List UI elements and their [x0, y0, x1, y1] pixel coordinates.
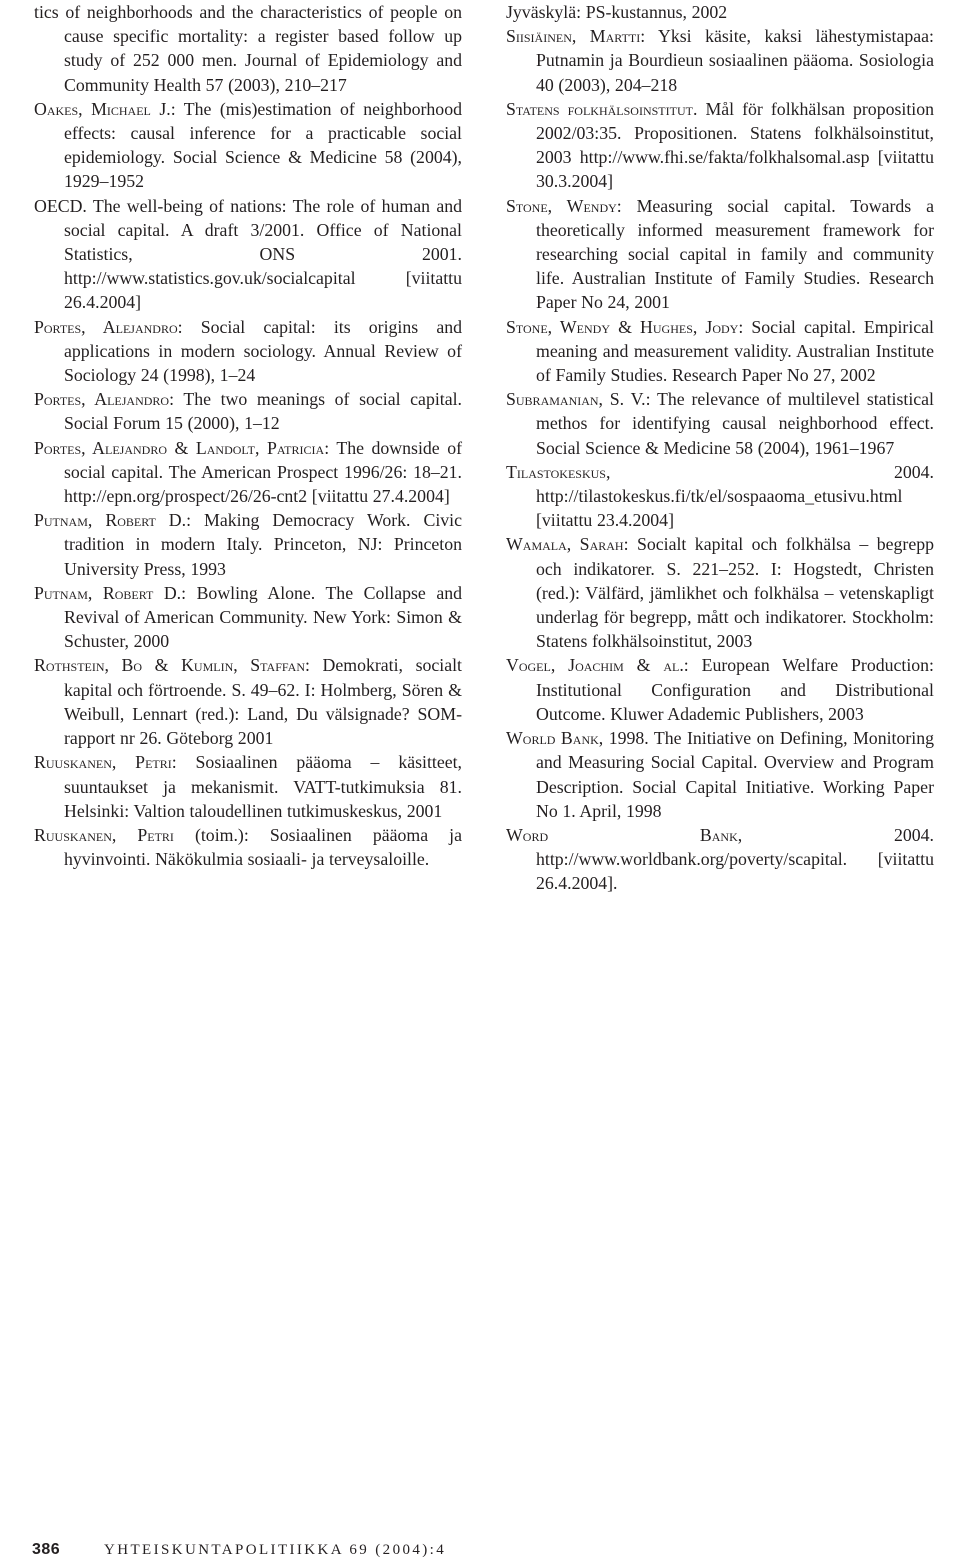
- reference-text: Jyväskylä: PS-kustannus, 2002: [506, 2, 728, 22]
- reference-entry: [506, 460, 934, 533]
- reference-author: Statens folkhälsoinstitut: [506, 98, 693, 119]
- reference-text: : The relevance of multilevel statistical methos for identifying causal neighborhood effect. Social Science & Medicine 58 (2004), 1961–1967: [536, 389, 934, 458]
- reference-text: : Demokrati, socialt kapital och förtroende. S. 49–62. I: Holmberg, Sören & Weibull, Lennart (red.): Land, Du välsignade? SOM-rapport nr 26. Göteborg 2001: [64, 655, 462, 749]
- reference-author: Subramanian, S. V.: [506, 389, 646, 410]
- reference-author: Vogel, Joachim & al.: [506, 655, 684, 676]
- reference-author: Siisiäinen, Martti: [506, 26, 641, 47]
- reference-author: Putnam, Robert D.: [34, 582, 182, 603]
- reference-author: Ruuskanen, Petri: [34, 752, 172, 773]
- reference-author: Portes, Alejandro: [34, 316, 178, 337]
- reference-text: : Measuring social capital. Towards a theoretically informed measurement framework for researching social capital in family and community life. Australian Institute of Family Studies. Research Paper No 24, 2001: [536, 195, 934, 313]
- reference-author: Ruuskanen, Petri: [34, 824, 174, 845]
- reference-author: Portes, Alejandro: [34, 389, 170, 410]
- reference-entry: [506, 653, 934, 726]
- reference-text: : Socialt kapital och folkhälsa – begrepp och indikatorer. S. 221–252. I: Hogstedt, Christen (red.): Välfärd, jämlikhet och folkhälsa – vetenskapligt underlag för begrepp, mått och indikatorer. Stockholm: Statens folkhälsoinstitut, 2003: [536, 534, 935, 652]
- reference-text: (toim.): Sosiaalinen pääoma ja hyvinvointi. Näkökulmia sosiaali- ja terveysaloille.: [64, 824, 463, 870]
- reference-author: Stone, Wendy: [506, 195, 617, 216]
- reference-entry: [506, 823, 934, 896]
- reference-author: Rothstein, Bo & Kumlin, Staffan: [34, 655, 305, 676]
- reference-text: , 2004. http://www.worldbank.org/poverty/scapital. [viitattu 26.4.2004].: [536, 824, 934, 894]
- reference-text: : The downside of social capital. The American Prospect 1996/26: 18–21. http://epn.org/prospect/26/26-cnt2 [viitattu 27.4.2004]: [64, 437, 463, 507]
- journal-title: YHTEISKUNTAPOLITIIKKA 69 (2004):4: [104, 1542, 447, 1558]
- reference-text: : Making Democracy Work. Civic tradition in modern Italy. Princeton, NJ: Princeton University Press, 1993: [64, 510, 462, 579]
- reference-author: Wamala, Sarah: [506, 534, 624, 555]
- reference-entry: [34, 581, 462, 654]
- references-left-column: [34, 0, 462, 871]
- reference-entry: [34, 315, 462, 388]
- reference-text: : The two meanings of social capital. Social Forum 15 (2000), 1–12: [64, 389, 462, 434]
- reference-entry: [34, 436, 462, 509]
- reference-author: Oakes, Michael J.: [34, 98, 171, 119]
- reference-author: World Bank: [506, 728, 599, 749]
- reference-entry: [34, 194, 462, 315]
- reference-entry: [506, 726, 934, 823]
- reference-entry: [34, 0, 462, 97]
- reference-text: , 1998. The Initiative on Defining, Monitoring and Measuring Social Capital. Overview and Program Description. Social Capital Initiative. Working Paper No 1. April, 1998: [536, 728, 934, 821]
- reference-text: : Bowling Alone. The Collapse and Revival of American Community. New York: Simon & Schuster, 2000: [64, 582, 463, 652]
- reference-text: : Yksi käsite, kaksi lähestymistapaa: Putnamin ja Bourdieun sosiaalinen pääoma. Sosiologia 40 (2003), 204–218: [536, 26, 934, 95]
- page-footer: [0, 1540, 960, 1564]
- reference-text: . Mål för folkhälsan proposition 2002/03:35. Propositionen. Statens folkhälsoinstitut, 2003 http://www.fhi.se/fakta/folkhalsomal.asp [viitattu 30.3.2004]: [536, 98, 934, 192]
- reference-entry: [34, 823, 462, 871]
- reference-entry: [34, 387, 462, 435]
- reference-text: : The (mis)estimation of neighborhood effects: causal inference for a practicable social epidemiology. Social Science & Medicine 58 (2004), 1929–1952: [64, 98, 462, 192]
- reference-entry: [506, 0, 934, 24]
- reference-text: : Social capital. Empirical meaning and measurement validity. Australian Institute of Family Studies. Research Paper No 27, 2002: [536, 316, 934, 386]
- reference-author: Word Bank: [506, 824, 738, 845]
- reference-entry: [506, 532, 934, 653]
- reference-entry: [506, 387, 934, 460]
- reference-entry: [506, 24, 934, 97]
- reference-entry: [34, 750, 462, 823]
- reference-entry: [506, 97, 934, 194]
- reference-text: : European Welfare Production: Institutional Configuration and Distributional Outcome. Kluwer Adademic Publishers, 2003: [536, 655, 934, 724]
- reference-text: tics of neighborhoods and the characteristics of people on cause specific mortality: a register based follow up study of 252 000 men. Journal of Epidemiology and Community Health 57 (2003), 210–217: [34, 2, 462, 95]
- reference-entry: [506, 315, 934, 388]
- reference-text: : Sosiaalinen pääoma – käsitteet, suuntaukset ja mekanismit. VATT-tutkimuksia 81. Helsinki: Valtion taloudellinen tutkimuskeskus, 2001: [64, 752, 463, 821]
- reference-entry: [34, 97, 462, 194]
- reference-entry: [34, 653, 462, 750]
- references-right-column: [506, 0, 934, 896]
- reference-author: Putnam, Robert D.: [34, 510, 187, 531]
- reference-text: : Social capital: its origins and applications in modern sociology. Annual Review of Sociology 24 (1998), 1–24: [64, 316, 462, 386]
- reference-text: OECD. The well-being of nations: The role of human and social capital. A draft 3/2001. Office of National Statistics, ONS 2001. http://www.statistics.gov.uk/socialcapital [viitattu 26.4.2004]: [34, 195, 462, 313]
- reference-author: Stone, Wendy & Hughes, Jody: [506, 316, 739, 337]
- reference-text: , 2004. http://tilastokeskus.fi/tk/el/sospaaoma_etusivu.html [viitattu 23.4.2004]: [536, 461, 934, 531]
- reference-author: Tilastokeskus: [506, 461, 606, 482]
- page-number: 386: [32, 1541, 61, 1558]
- reference-author: Portes, Alejandro & Landolt, Patricia: [34, 437, 325, 458]
- reference-entry: [506, 194, 934, 315]
- reference-entry: [34, 508, 462, 581]
